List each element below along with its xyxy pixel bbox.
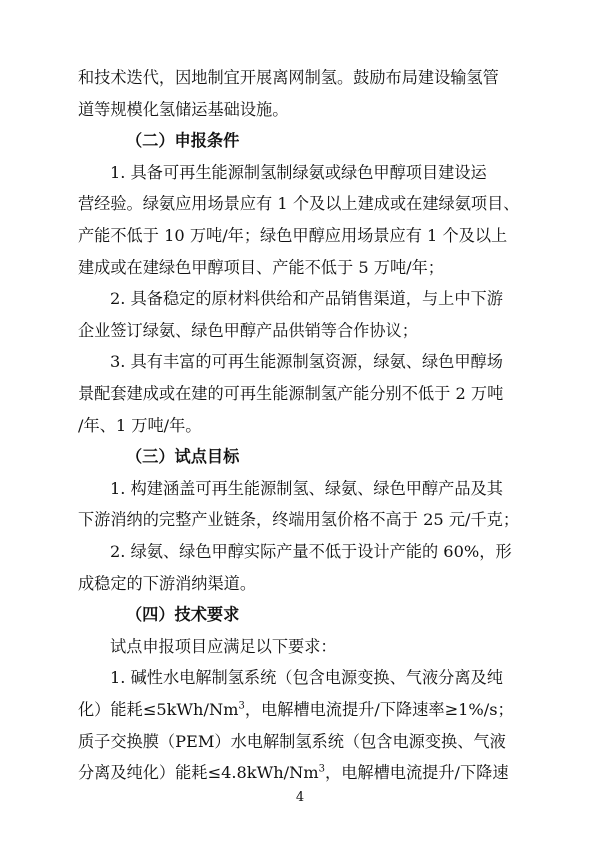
text-line: 2. 具备稳定的原材料供给和产品销售渠道，与上中下游 [110, 289, 503, 309]
text-line: 分离及纯化）能耗$\le 4.8kWh/Nm^3$，电解槽电流提升/下降速 [78, 763, 509, 783]
section-heading: （二）申报条件 [126, 131, 240, 151]
text-line: 产能不低于 10 万吨/年；绿色甲醇应用场景应有 1 个及以上 [78, 226, 508, 245]
text-line: 成稳定的下游消纳渠道。 [78, 573, 257, 593]
text-line: 营经验。绿氨应用场景应有 1 个及以上建成或在建绿氨项目、 [78, 194, 520, 214]
text-line: 建成或在建绿色甲醇项目、产能不低于 5 万吨/年； [78, 257, 444, 277]
text-line: 和技术迭代，因地制宜开展离网制氢。鼓励布局建设输氢管 [78, 68, 499, 87]
superscript: 3 [238, 700, 245, 712]
text-line: 1. 碱性水电解制氢系统（包含电源变换、气液分离及纯 [110, 668, 503, 688]
section-heading: （三）试点目标 [126, 447, 240, 467]
page-number: 4 [295, 790, 305, 805]
text-line: 质子交换膜（PEM）水电解制氢系统（包含电源变换、气液 [78, 731, 506, 751]
text-line: 1. 具备可再生能源制氢制绿氨或绿色甲醇项目建设运 [110, 162, 487, 182]
text-line: 3. 具有丰富的可再生能源制氢资源，绿氨、绿色甲醇场 [110, 352, 503, 372]
text-line: /年、1 万吨/年。 [78, 415, 202, 435]
text-line: 道等规模化氢储运基础设施。 [78, 99, 289, 119]
text-line: 景配套建成或在建的可再生能源制氢产能分别不低于 2 万吨 [78, 384, 504, 403]
text-line: 企业签订绿氨、绿色甲醇产品供销等合作协议； [78, 320, 418, 340]
superscript: 3 [318, 763, 326, 775]
text-line: 1. 构建涵盖可再生能源制氢、绿氨、绿色甲醇产品及其 [110, 478, 503, 498]
section-heading: （四）技术要求 [126, 605, 240, 625]
text-line: 试点申报项目应满足以下要求： [110, 636, 337, 656]
text-line: 下游消纳的完整产业链条，终端用氢价格不高于 25 元/千克； [78, 510, 520, 530]
text-line: 化）能耗$\le 5kWh/Nm^3$，电解槽电流提升/下降速率≥1%/s； [78, 700, 514, 719]
text-line: 2. 绿氨、绿色甲醇实际产量不低于设计产能的 60%，形 [110, 542, 512, 561]
